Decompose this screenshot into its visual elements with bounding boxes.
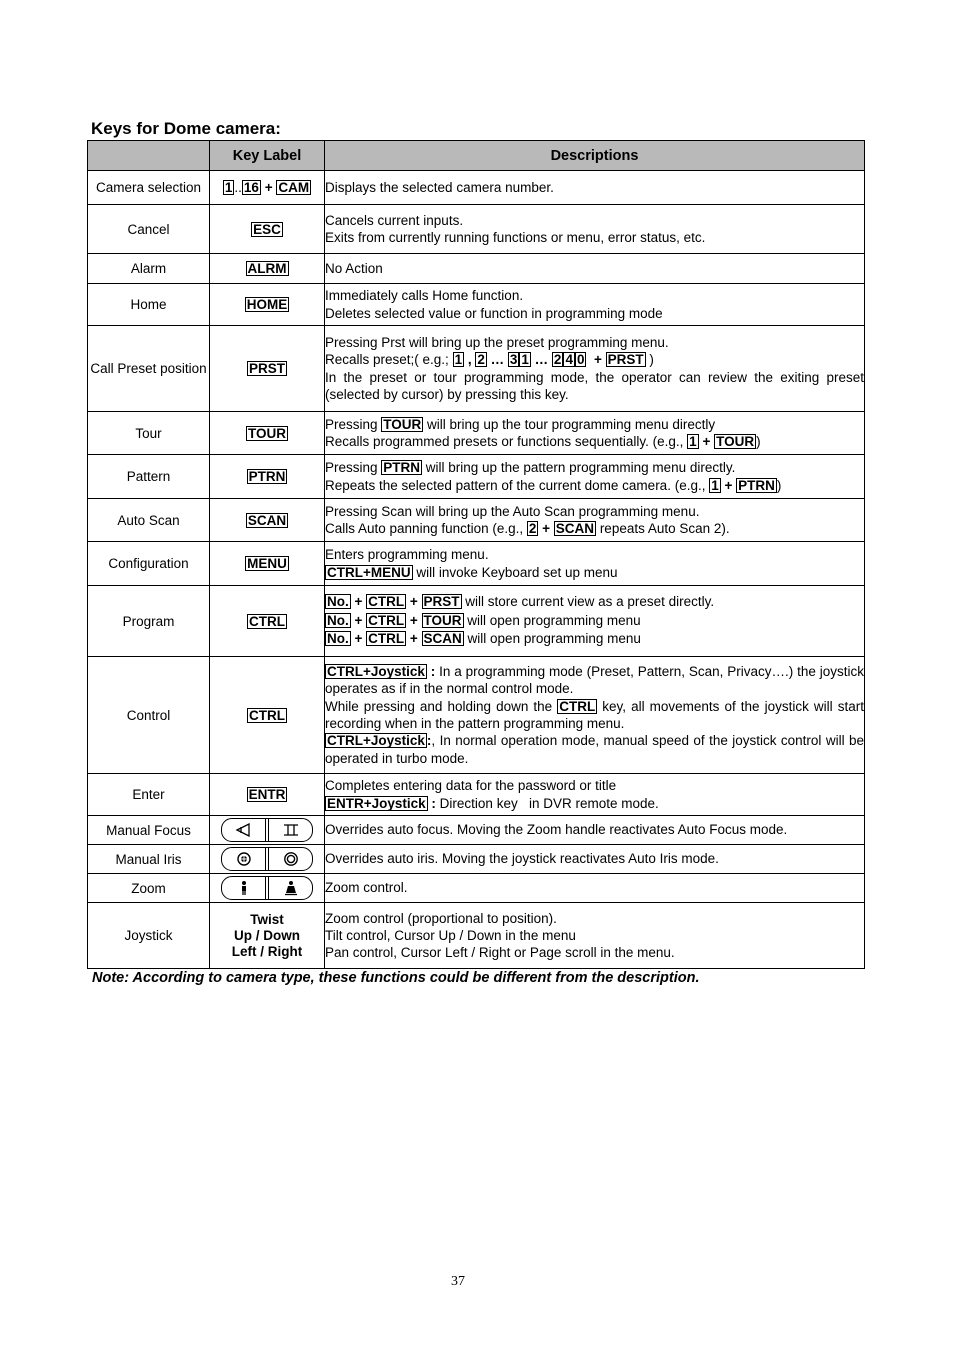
table-row [88, 774, 865, 816]
description-cell [325, 499, 865, 542]
key-cell [210, 657, 325, 774]
key-badge: CTRL [368, 631, 405, 647]
header-descriptions: Descriptions [325, 141, 865, 171]
key-badge: TOUR [247, 425, 286, 441]
key-cell [210, 499, 325, 542]
description-cell [325, 657, 865, 774]
description-line [325, 520, 864, 537]
function-cell: Enter [88, 774, 210, 816]
description-line [325, 630, 864, 649]
text-fragment: + [720, 477, 737, 493]
description-line: Enters programming menu. [325, 547, 489, 563]
key-cell [210, 284, 325, 326]
key-cell [210, 816, 325, 845]
description-line: In the preset or tour programming mode, the operator can review the exiting preset (selected by cursor) by pressing this key. [325, 369, 864, 402]
description-line: Completes entering data for the password or title [325, 778, 617, 794]
zoom-tele-icon [222, 877, 265, 899]
header-key-label: Key Label [210, 141, 325, 171]
text-fragment: + [698, 434, 715, 449]
description-paragraph [325, 698, 864, 733]
key-badge: ENTR+Joystick [327, 795, 426, 811]
key-cell [210, 171, 325, 205]
table-row [88, 326, 865, 412]
dome-keys-table [87, 140, 865, 969]
text-fragment: Recalls preset;( e.g.; [325, 352, 453, 368]
function-cell: Call Preset position [88, 326, 210, 412]
text-fragment: Pressing [325, 416, 382, 432]
focus-key-pair [221, 818, 313, 842]
table-row [88, 542, 865, 586]
text-fragment: will store current view as a preset directly. [461, 594, 715, 610]
description-line: No Action [325, 260, 383, 276]
text-fragment: will open programming menu [463, 612, 641, 628]
text-fragment: ) [776, 477, 782, 493]
text-fragment: repeats Auto Scan 2). [596, 521, 730, 536]
key-line: Left / Right [231, 943, 303, 959]
function-cell: Cancel [88, 205, 210, 254]
key-cell [210, 874, 325, 903]
text-fragment: : [426, 664, 440, 680]
key-badge: 0 [576, 352, 585, 368]
text-fragment: : [426, 733, 432, 749]
key-badge: CTRL [249, 613, 285, 629]
table-row [88, 874, 865, 903]
text-fragment: ) [645, 352, 654, 368]
description-cell [325, 903, 865, 969]
key-badge: CTRL [249, 707, 285, 723]
description-paragraph [325, 663, 864, 698]
description-line [325, 612, 864, 631]
text-fragment: + [406, 594, 422, 610]
table-row [88, 657, 865, 774]
text-fragment: + [350, 594, 367, 610]
focus-far-icon [265, 819, 312, 841]
description-cell [325, 284, 865, 326]
description-line: Tilt control, Cursor Up / Down in the menu [325, 927, 576, 943]
text-fragment: In a programming mode (Preset, Pattern, Scan, Privacy….) the joystick operates as if in the normal control mode. [325, 664, 864, 697]
description-line: Overrides auto focus. Moving the Zoom handle reactivates Auto Focus mode. [325, 822, 788, 838]
description-cell [325, 205, 865, 254]
function-cell: Auto Scan [88, 499, 210, 542]
table-row [88, 845, 865, 874]
key-badge: TOUR [383, 416, 422, 432]
text-fragment: : [427, 795, 440, 811]
key-badge: PTRN [248, 469, 286, 484]
key-badge: PTRN [738, 477, 775, 493]
description-line [325, 795, 864, 812]
description-line: Overrides auto iris. Moving the joystick reactivates Auto Iris mode. [325, 851, 719, 867]
iris-open-icon [265, 848, 312, 870]
key-badge: 1 [454, 352, 463, 368]
iris-key-pair [221, 847, 313, 871]
description-line: Exits from currently running functions or menu, error status, etc. [325, 230, 706, 245]
footnote: Note: According to camera type, these functions could be different from the description. [92, 970, 700, 986]
text-fragment: , In normal operation mode, manual speed of the joystick control will be operated in turbo mode. [325, 733, 864, 766]
description-line [325, 477, 864, 494]
key-line: Up / Down [234, 927, 300, 943]
key-badge: 1 [689, 434, 697, 449]
function-cell: Joystick [88, 903, 210, 969]
description-cell [325, 455, 865, 499]
function-cell: Tour [88, 412, 210, 455]
function-cell: Manual Iris [88, 845, 210, 874]
description-line [325, 564, 864, 581]
text-fragment: will open programming menu [463, 631, 641, 647]
description-line [325, 351, 864, 368]
table-row [88, 412, 865, 455]
description-cell [325, 845, 865, 874]
key-badge: CTRL [368, 594, 405, 610]
key-badge: 4 [565, 352, 573, 368]
description-line: Pressing Prst will bring up the preset programming menu. [325, 334, 669, 350]
description-cell [325, 254, 865, 284]
table-row [88, 586, 865, 657]
function-cell: Camera selection [88, 171, 210, 205]
table-row [88, 903, 865, 969]
key-badge: No. [327, 631, 349, 647]
key-cell [210, 412, 325, 455]
key-badge: PTRN [383, 460, 421, 476]
key-badge: PRST [607, 352, 644, 368]
page-number: 37 [451, 1274, 465, 1289]
text-fragment: , [464, 352, 476, 368]
function-cell: Control [88, 657, 210, 774]
function-cell: Pattern [88, 455, 210, 499]
description-cell [325, 816, 865, 845]
key-badge: TOUR [716, 434, 755, 449]
description-cell [325, 171, 865, 205]
description-paragraph [325, 732, 864, 767]
table-row [88, 816, 865, 845]
text-fragment: Pressing [325, 460, 382, 476]
description-cell [325, 586, 865, 657]
key-cell [210, 586, 325, 657]
text-fragment: + [538, 521, 554, 536]
text-fragment: + [350, 631, 367, 647]
description-cell [325, 774, 865, 816]
key-badge: No. [327, 612, 349, 628]
table-row [88, 171, 865, 205]
text-fragment: + [586, 352, 606, 368]
text-fragment: Calls Auto panning function (e.g., [325, 521, 527, 536]
key-badge: ESC [253, 221, 281, 237]
key-badge: 1 [711, 477, 719, 493]
text-fragment: + [406, 631, 422, 647]
key-badge: CAM [278, 180, 310, 195]
key-badge: 1 [224, 180, 233, 195]
key-badge: 3 [509, 352, 518, 368]
key-badge: 2 [553, 352, 562, 368]
text-fragment: Repeats the selected pattern of the current dome camera. (e.g., [325, 477, 710, 493]
key-badge: CTRL [368, 612, 405, 628]
description-cell [325, 874, 865, 903]
key-badge: CTRL+Joystick [327, 733, 425, 749]
text-fragment: Direction key in DVR remote mode. [439, 795, 659, 811]
key-badge: PRST [248, 361, 285, 376]
key-badge: 2 [477, 352, 485, 368]
text-fragment: will invoke Keyboard set up menu [412, 564, 618, 580]
text-fragment: will bring up the pattern programming menu directly. [422, 460, 736, 476]
description-line [325, 593, 864, 612]
description-line: Cancels current inputs. [325, 212, 464, 228]
key-cell [210, 326, 325, 412]
key-badge: CTRL+MENU [327, 564, 411, 580]
description-line: Displays the selected camera number. [325, 179, 554, 195]
description-cell [325, 542, 865, 586]
key-separator: .. [234, 180, 242, 195]
zoom-key-pair [221, 876, 313, 900]
text-fragment: Recalls programmed presets or functions sequentially. (e.g., [325, 434, 688, 449]
key-badge: CTRL [559, 698, 596, 714]
text-fragment: … [530, 352, 552, 368]
description-line: Immediately calls Home function. [325, 288, 524, 304]
table-row [88, 284, 865, 326]
key-badge: ALRM [247, 261, 287, 276]
function-cell: Alarm [88, 254, 210, 284]
iris-close-icon [222, 848, 265, 870]
text-fragment: + [350, 612, 367, 628]
description-line: Pressing Scan will bring up the Auto Scan programming menu. [325, 503, 700, 519]
key-badge: MENU [247, 556, 287, 571]
description-line: Pan control, Cursor Left / Right or Page scroll in the menu. [325, 945, 675, 961]
table-row [88, 254, 865, 284]
key-line: Twist [250, 911, 284, 927]
key-badge: 16 [243, 180, 259, 195]
table-row [88, 455, 865, 499]
text-fragment: While pressing and holding down the [325, 698, 558, 714]
key-badge: HOME [246, 297, 288, 312]
function-cell: Zoom [88, 874, 210, 903]
key-badge: 1 [521, 352, 529, 368]
description-line: Deletes selected value or function in programming mode [325, 305, 663, 321]
key-badge: 2 [528, 521, 537, 536]
description-cell [325, 412, 865, 455]
table-row [88, 205, 865, 254]
text-fragment: + [406, 612, 422, 628]
key-badge: SCAN [423, 631, 462, 647]
key-cell [210, 903, 325, 969]
description-line [325, 416, 864, 433]
function-cell: Program [88, 586, 210, 657]
function-cell: Configuration [88, 542, 210, 586]
table-header-row [88, 141, 865, 171]
key-cell [210, 774, 325, 816]
key-badge: SCAN [247, 512, 287, 528]
focus-near-icon [222, 819, 265, 841]
page-heading: Keys for Dome camera: [91, 119, 281, 138]
key-cell [210, 205, 325, 254]
plus-sign: + [264, 180, 273, 195]
key-badge: PRST [423, 594, 460, 610]
key-badge: ENTR [248, 787, 286, 802]
text-fragment: key, all movements of the joystick will start recording when in the pattern programming menu. [325, 698, 864, 731]
description-line: Zoom control. [325, 880, 408, 896]
text-fragment: ) [756, 434, 761, 449]
key-cell [210, 455, 325, 499]
text-fragment: … [486, 352, 508, 368]
key-badge: SCAN [555, 521, 595, 536]
description-cell [325, 326, 865, 412]
function-cell: Manual Focus [88, 816, 210, 845]
key-cell [210, 254, 325, 284]
key-badge: TOUR [423, 612, 462, 628]
table-row [88, 499, 865, 542]
key-badge: CTRL+Joystick [327, 664, 425, 680]
zoom-wide-icon [265, 877, 312, 899]
key-badge: No. [327, 594, 349, 610]
text-fragment: will bring up the tour programming menu directly [423, 416, 716, 432]
key-cell [210, 542, 325, 586]
function-cell: Home [88, 284, 210, 326]
description-line [325, 459, 864, 476]
description-line [325, 433, 864, 450]
key-cell [210, 845, 325, 874]
description-line: Zoom control (proportional to position). [325, 910, 557, 926]
header-function [88, 141, 210, 171]
